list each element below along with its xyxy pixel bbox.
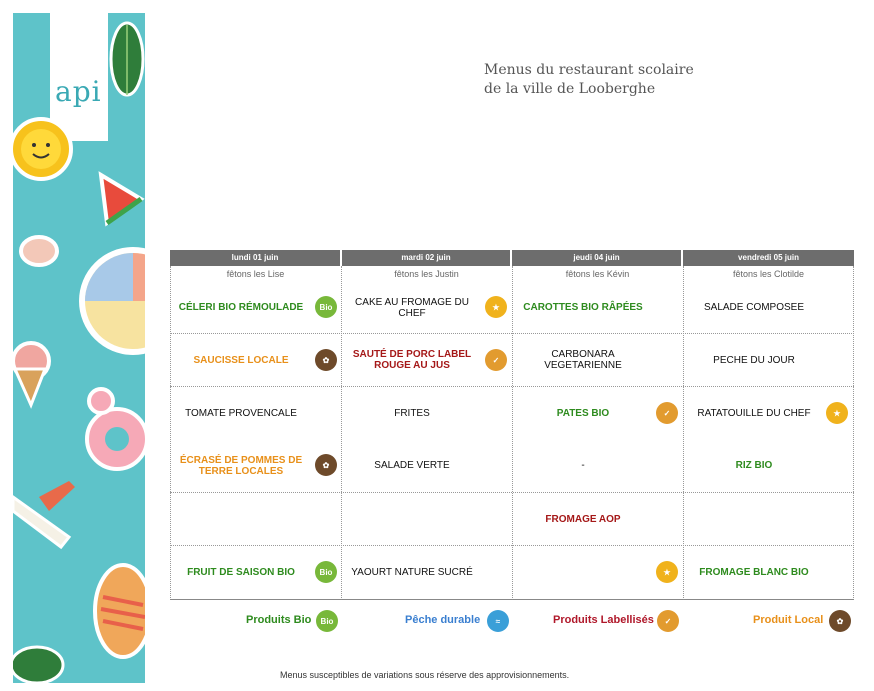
menu-item: CAKE AU FROMAGE DU CHEF [355,296,469,319]
menu-item: CARBONARA VEGETARIENNE [544,349,622,371]
chef-badge-icon: ★ [826,402,848,424]
watermelon-icon [97,171,145,227]
menu-item: TOMATE PROVENCALE [185,407,297,419]
menu-item: SAUCISSE LOCALE [193,354,289,366]
api-logo: api [55,75,102,108]
fete-monday: fêtons les Lise [226,269,285,279]
beach-ball-icon [73,241,145,361]
grid-line [170,599,854,600]
menu-item: PATES BIO [556,407,610,419]
bio-badge-icon: Bio [316,610,338,632]
shell-icon [17,231,61,271]
menu-item: CAROTTES BIO RÂPÉES [523,302,643,313]
label-badge-icon: ✓ [656,402,678,424]
page-header [484,61,694,99]
legend-bio: Produits Bio [246,614,312,626]
menu-item: SALADE COMPOSEE [703,302,805,313]
legend-peche: Pêche durable [405,614,481,626]
fete-friday: fêtons les Clotilde [732,269,805,279]
menu-item: - [581,460,585,471]
fete-thursday: fêtons les Kévin [565,269,630,279]
day-header-monday: lundi 01 juin [170,250,340,266]
ice-cream-icon [13,339,59,409]
menu-item: SALADE VERTE [374,460,450,471]
menu-item: FRITES [394,407,430,419]
legend-label: Produits Labellisés [553,614,654,626]
fish-badge-icon: ≈ [487,610,509,632]
chef-badge-icon: ★ [485,296,507,318]
header-line-2: de la ville de Looberghe [484,81,656,97]
menu-item: YAOURT NATURE SUCRÉ [351,567,473,578]
menu-item: RATATOUILLE DU CHEF [697,407,811,419]
menu-item: FRUIT DE SAISON BIO [187,567,295,578]
header-line-1: Menus du restaurant scolaire [484,62,694,78]
label-badge-icon: ✓ [657,610,679,632]
day-header-thursday: jeudi 04 juin [512,250,681,266]
palm-leaf-icon [13,635,73,683]
flip-flop-icon [89,561,145,661]
menu-item: FROMAGE BLANC BIO [699,567,809,578]
label-badge-icon: ✓ [485,349,507,371]
local-badge-icon: ✿ [315,349,337,371]
day-header-friday: vendredi 05 juin [683,250,854,266]
leaf-icon [107,19,145,99]
legend-local: Produit Local [753,614,824,626]
menu-item: PECHE DU JOUR [713,354,795,366]
grid-line [853,266,854,600]
menu-item: CÉLERI BIO RÉMOULADE [178,302,304,313]
day-header-tuesday: mardi 02 juin [342,250,510,266]
chef-badge-icon: ★ [656,561,678,583]
bio-badge-icon: Bio [315,296,337,318]
airplane-icon [13,467,85,557]
local-badge-icon: ✿ [829,610,851,632]
menu-item: FROMAGE AOP [545,513,621,525]
decorative-strip [13,13,145,683]
menu-item: SAUTÉ DE PORC LABEL ROUGE AU JUS [352,349,472,371]
menu-item: ÉCRASÉ DE POMMES DE TERRE LOCALES [179,454,303,477]
footer-note: Menus susceptibles de variations sous réserve des approvisionnements. [280,670,570,680]
local-badge-icon: ✿ [315,454,337,476]
sun-icon [13,109,79,189]
fete-tuesday: fêtons les Justin [394,269,459,279]
flamingo-icon [81,383,145,473]
menu-table [170,250,854,600]
bio-badge-icon: Bio [315,561,337,583]
menu-item: RIZ BIO [735,460,773,471]
